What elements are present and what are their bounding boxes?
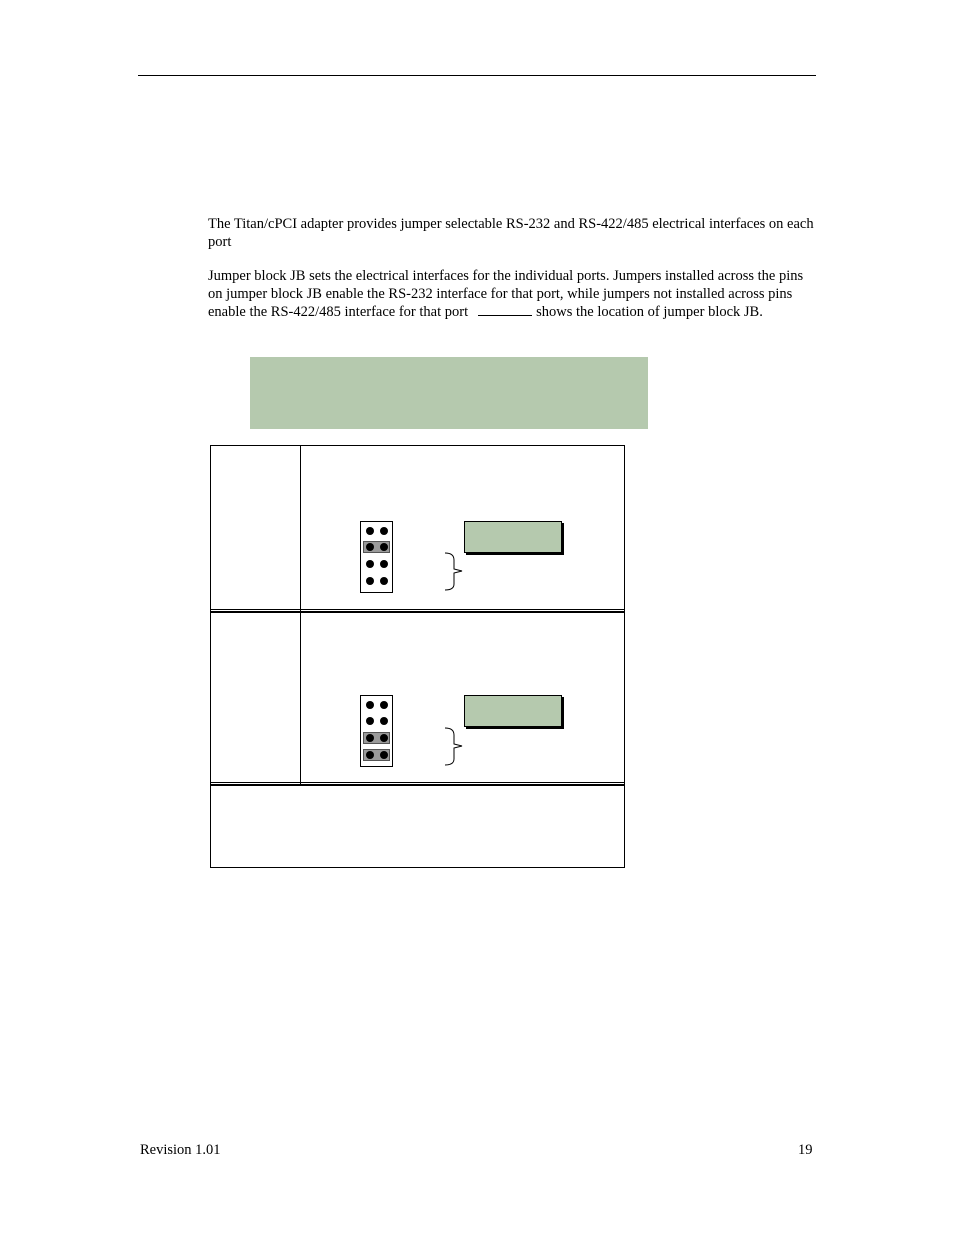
bracket-icon: [440, 727, 464, 767]
jumper-pin: [366, 734, 374, 742]
jumper-pin: [366, 527, 374, 535]
jumper-pin: [380, 577, 388, 585]
revision-label: Revision 1.01: [140, 1142, 221, 1158]
jumper-pin: [380, 717, 388, 725]
jumper-pin: [366, 577, 374, 585]
jumper-pin: [380, 527, 388, 535]
column-divider: [300, 445, 301, 785]
jumper-paragraph: [208, 267, 818, 321]
jumper-pin: [380, 701, 388, 709]
bracket-icon: [440, 552, 464, 592]
callout-box: [464, 695, 562, 727]
jumper-pin: [366, 717, 374, 725]
figure-reference-blank: [478, 303, 532, 316]
header-rule: [138, 75, 816, 76]
jumper-pin: [380, 751, 388, 759]
jumper-pin: [380, 734, 388, 742]
table-row-rs232: [210, 445, 625, 612]
jumper-pin: [366, 751, 374, 759]
row-divider-double-2: [210, 782, 625, 783]
table-row-rs422: [210, 612, 625, 785]
table-footer-row: [210, 785, 625, 868]
callout-box: [464, 521, 562, 553]
jumper-paragraph-text: Jumper block JB sets the electrical interfaces for the individual ports. Jumpers installed across the pins on jumper block JB enable the RS-232 interface for that port, while jumpers not installed across pins enable the RS-422/485 interface for that port: [208, 268, 804, 320]
jumper-block-jb-rs422: [360, 695, 393, 767]
jumper-pin: [380, 543, 388, 551]
intro-paragraph: The Titan/cPCI adapter provides jumper selectable RS-232 and RS-422/485 electrical interfaces on each port: [208, 216, 814, 250]
jumper-pin: [366, 701, 374, 709]
jumper-paragraph-tail: shows the location of jumper block JB.: [536, 304, 763, 320]
table-caption-banner: [250, 357, 648, 429]
page-number: 19: [798, 1142, 813, 1158]
jumper-pin: [366, 543, 374, 551]
jumper-block-jb-rs232: [360, 521, 393, 593]
row-divider-double: [210, 609, 625, 610]
jumper-pin: [380, 560, 388, 568]
jumper-pin: [366, 560, 374, 568]
